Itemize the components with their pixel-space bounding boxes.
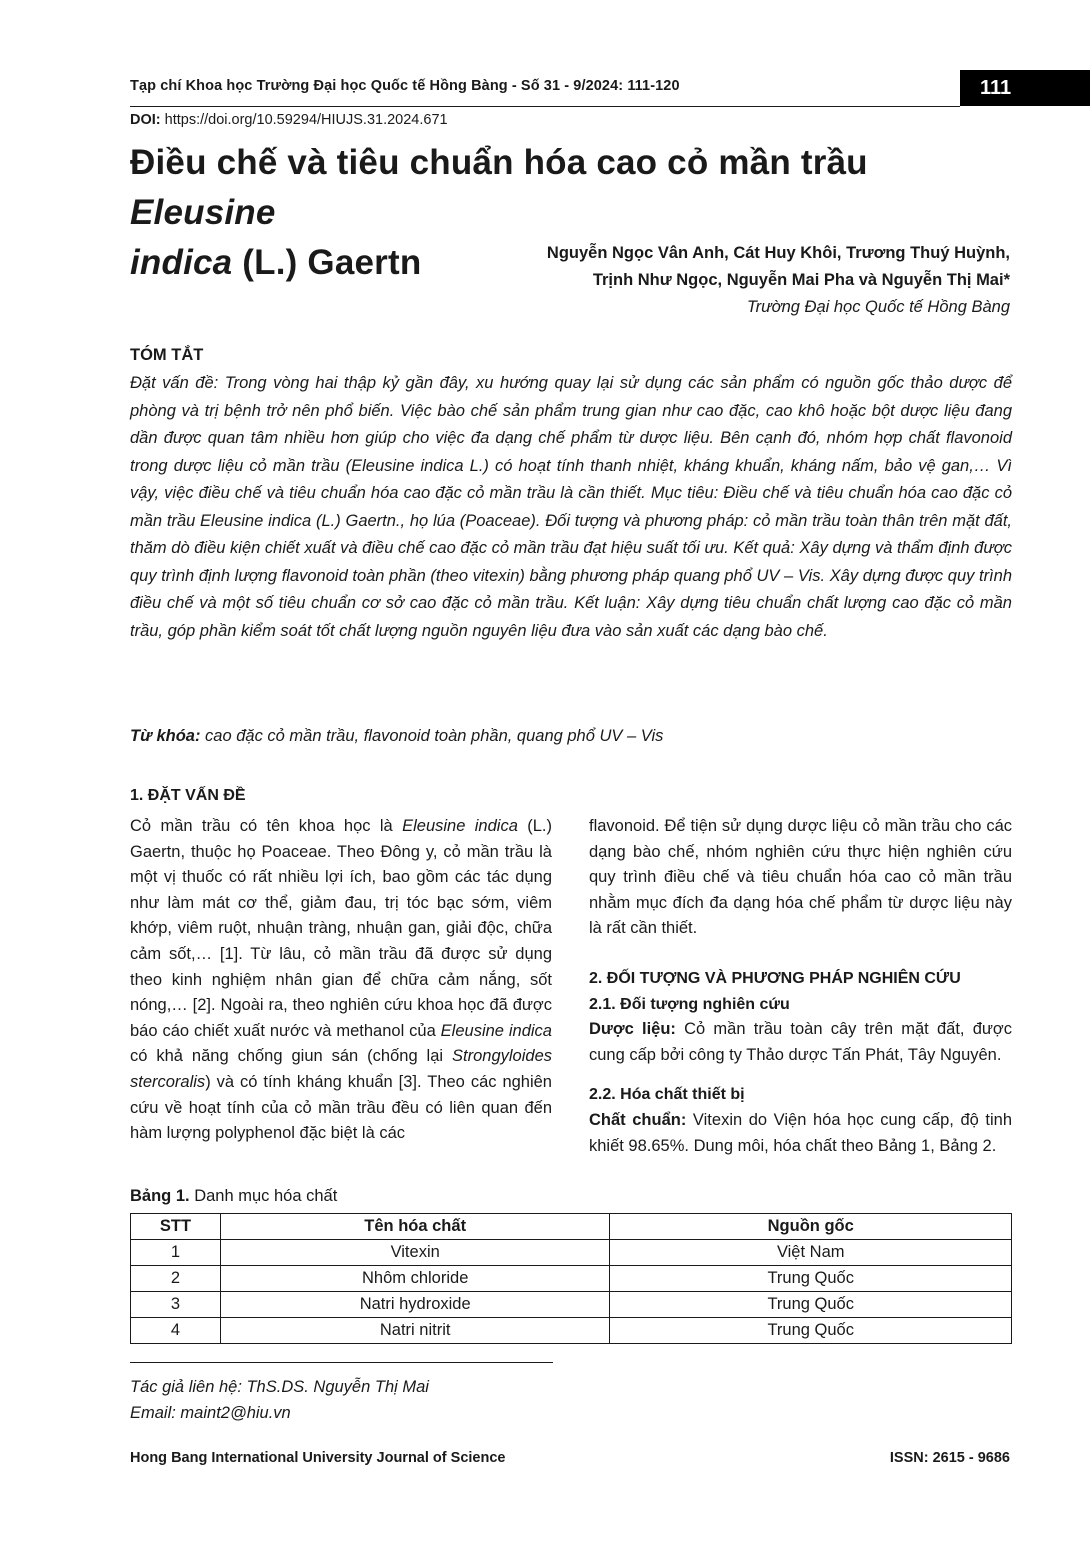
page-number: 111 — [980, 77, 1012, 99]
contact-author: Tác giả liên hệ: ThS.DS. Nguyễn Thị Mai — [130, 1378, 429, 1396]
table-header-stt: STT — [131, 1214, 221, 1240]
table-header-origin: Nguồn gốc — [610, 1214, 1012, 1240]
section2-heading: 2. ĐỐI TƯỢNG VÀ PHƯƠNG PHÁP NGHIÊN CỨU — [589, 969, 961, 987]
p1-italic-b: Eleusine indica — [402, 817, 518, 835]
table-cell: Nhôm chloride — [220, 1266, 610, 1292]
table-header-row — [131, 1214, 1012, 1240]
duoc-lieu-text: Cỏ mần trầu toàn cây trên mặt đất, được cung cấp bởi công ty Thảo dược Tấn Phát, Tây Nguyên. — [589, 1020, 1012, 1064]
chemicals-table — [130, 1213, 1012, 1344]
keywords-label: Từ khóa: — [130, 727, 201, 745]
section2-1-heading: 2.1. Đối tượng nghiên cứu — [589, 995, 790, 1013]
table-row — [131, 1292, 1012, 1318]
section1-heading: 1. ĐẶT VẤN ĐỀ — [130, 787, 246, 804]
abstract-text: Đặt vấn đề: Trong vòng hai thập kỷ gần đây, xu hướng quay lại sử dụng các sản phẩm có nguồn gốc thảo dược để phòng và trị bệnh trở nên phổ biến. Việc bào chế sản phẩm trung gian như cao đặc, cao khô hoặc bột dược liệu đang dần được quan tâm nhiều hơn giúp cho việc đa dạng chế phẩm từ dược liệu. Bên cạnh đó, nhóm hợp chất flavonoid trong dược liệu cỏ mần trầu (Eleusine indica L.) có hoạt tính thanh nhiệt, kháng khuẩn, kháng nấm, bảo vệ gan,… Vì vậy, việc điều chế và tiêu chuẩn hóa cao đặc cỏ mần trầu là cần thiết. Mục tiêu: Điều chế và tiêu chuẩn hóa cao đặc cỏ mần trầu Eleusine indica (L.) Gaertn., họ lúa (Poaceae). Đối tượng và phương pháp: cỏ mần trầu toàn thân trên mặt đất, thăm dò điều kiện chiết xuất và điều chế cao đặc cỏ mần trầu đạt hiệu suất tối ưu. Kết quả: Xây dựng và thẩm định được quy trình định lượng flavonoid toàn phần (theo vitexin) bằng phương pháp quang phổ UV – Vis. Xây dựng được quy trình điều chế và một số tiêu chuẩn cơ sở cao đặc cỏ mần trầu. Kết luận: Xây dựng tiêu chuẩn chất lượng cao đặc cỏ mần trầu, góp phần kiểm soát tốt chất lượng nguồn nguyên liệu đưa vào sản xuất các dạng bào chế. — [130, 374, 1012, 640]
section2-2-heading: 2.2. Hóa chất thiết bị — [589, 1086, 745, 1104]
authors-line1: Nguyễn Ngọc Vân Anh, Cát Huy Khôi, Trương Thuý Huỳnh, — [546, 244, 1010, 262]
section1-paragraph1 — [130, 814, 552, 1147]
table-row — [131, 1266, 1012, 1292]
p1-text-e: có khả năng chống giun sán (chống lại — [130, 1047, 453, 1066]
table-cell: Vitexin — [220, 1240, 610, 1266]
footnote — [130, 1374, 429, 1426]
authors — [547, 240, 1010, 294]
footer-issn: ISSN: 2615 - 9686 — [889, 1450, 1010, 1466]
title-part2: (L.) Gaertn — [232, 243, 422, 282]
p1-italic-d: Eleusine indica — [440, 1021, 552, 1040]
header-rule — [130, 106, 960, 107]
abstract-heading: TÓM TẮT — [130, 346, 204, 364]
chat-chuan-text: Vitexin do Viện hóa học cung cấp, độ tinh khiết 98.65%. Dung môi, hóa chất theo Bảng 1, Bảng 2. — [589, 1110, 1012, 1155]
table-cell: Natri hydroxide — [220, 1292, 610, 1318]
section2-2-text — [589, 1108, 1012, 1159]
affiliation: Trường Đại học Quốc tế Hồng Bàng — [746, 298, 1010, 316]
doi-line — [130, 112, 448, 128]
footer-journal: Hong Bang International University Journal of Science — [130, 1450, 506, 1466]
contact-email[interactable]: Email: maint2@hiu.vn — [130, 1404, 291, 1422]
table-cell: Trung Quốc — [610, 1292, 1012, 1318]
duoc-lieu-label: Dược liệu: — [589, 1020, 676, 1039]
title-italic1: Eleusine — [130, 193, 276, 232]
table-cell: 4 — [131, 1318, 221, 1344]
keywords — [130, 727, 663, 746]
table-cell: 2 — [131, 1266, 221, 1292]
page-number-box — [960, 70, 1090, 106]
table1-caption-label: Bảng 1. — [130, 1187, 190, 1205]
section1-paragraph2: flavonoid. Để tiện sử dụng dược liệu cỏ mần trầu cho các dạng bào chế, nhóm nghiên cứu thực hiện nghiên cứu quy trình điều chế và tiêu chuẩn hóa cao cỏ mần trầu nhằm mục đích đa dạng hóa chế phẩm từ dược liệu này là rất cần thiết. — [589, 817, 1012, 938]
footnote-rule — [130, 1362, 553, 1363]
table-cell: 1 — [131, 1240, 221, 1266]
table-cell: Natri nitrit — [220, 1318, 610, 1344]
table-cell: Việt Nam — [610, 1240, 1012, 1266]
table1-caption-text: Danh mục hóa chất — [189, 1187, 338, 1205]
table1-caption — [130, 1187, 337, 1206]
table-cell: 3 — [131, 1292, 221, 1318]
doi-link[interactable]: https://doi.org/10.59294/HIUJS.31.2024.671 — [164, 112, 448, 128]
p1-text-c: (L.) Gaertn, thuộc họ Poaceae. Theo Đông y, cỏ mần trầu là một vị thuốc có rất nhiều lợi ích, bao gồm các tác dụng như làm mát cơ thể, giảm đau, trị tóc bạc sớm, viêm khớp, viêm ruột, nhuận tràng, nhuận gan, giải độc, chữa cảm sốt,… [1]. Từ lâu, cỏ mần trầu đã được sử dụng theo kinh nghiệm nhân gian để chữa cảm nắng, sốt nóng,… [2]. Ngoài ra, theo nghiên cứu khoa học đã được báo cáo chiết xuất nước và methanol của — [130, 817, 552, 1040]
authors-line2: Trịnh Như Ngọc, Nguyễn Mai Pha và Nguyễn Thị Mai* — [592, 271, 1010, 289]
right-column — [589, 814, 1012, 1159]
p1-italic-f: Strongyloides stercoralis — [130, 1047, 552, 1091]
keywords-text: cao đặc cỏ mần trầu, flavonoid toàn phần, quang phổ UV – Vis — [200, 727, 664, 745]
left-column — [130, 814, 552, 1147]
table-row — [131, 1240, 1012, 1266]
table-header-name: Tên hóa chất — [220, 1214, 610, 1240]
table-cell: Trung Quốc — [610, 1318, 1012, 1344]
doi-label: DOI: — [130, 112, 161, 128]
chat-chuan-label: Chất chuẩn: — [589, 1110, 687, 1129]
p1-text-g: ) và có tính kháng khuẩn [3]. Theo các nghiên cứu về hoạt tính của cỏ mần trầu đều có liên quan đến hàm lượng polyphenol đặc biệt là các — [130, 1072, 552, 1143]
table-row — [131, 1318, 1012, 1344]
title-part1: Điều chế và tiêu chuẩn hóa cao cỏ mần trầu — [130, 143, 868, 182]
p1-text-a: Cỏ mần trầu có tên khoa học là — [130, 817, 403, 835]
journal-header: Tạp chí Khoa học Trường Đại học Quốc tế Hồng Bàng - Số 31 - 9/2024: 111-120 — [130, 78, 680, 94]
table-cell: Trung Quốc — [610, 1266, 1012, 1292]
section2-1-text — [589, 1017, 1012, 1068]
title-italic2: indica — [130, 243, 233, 282]
